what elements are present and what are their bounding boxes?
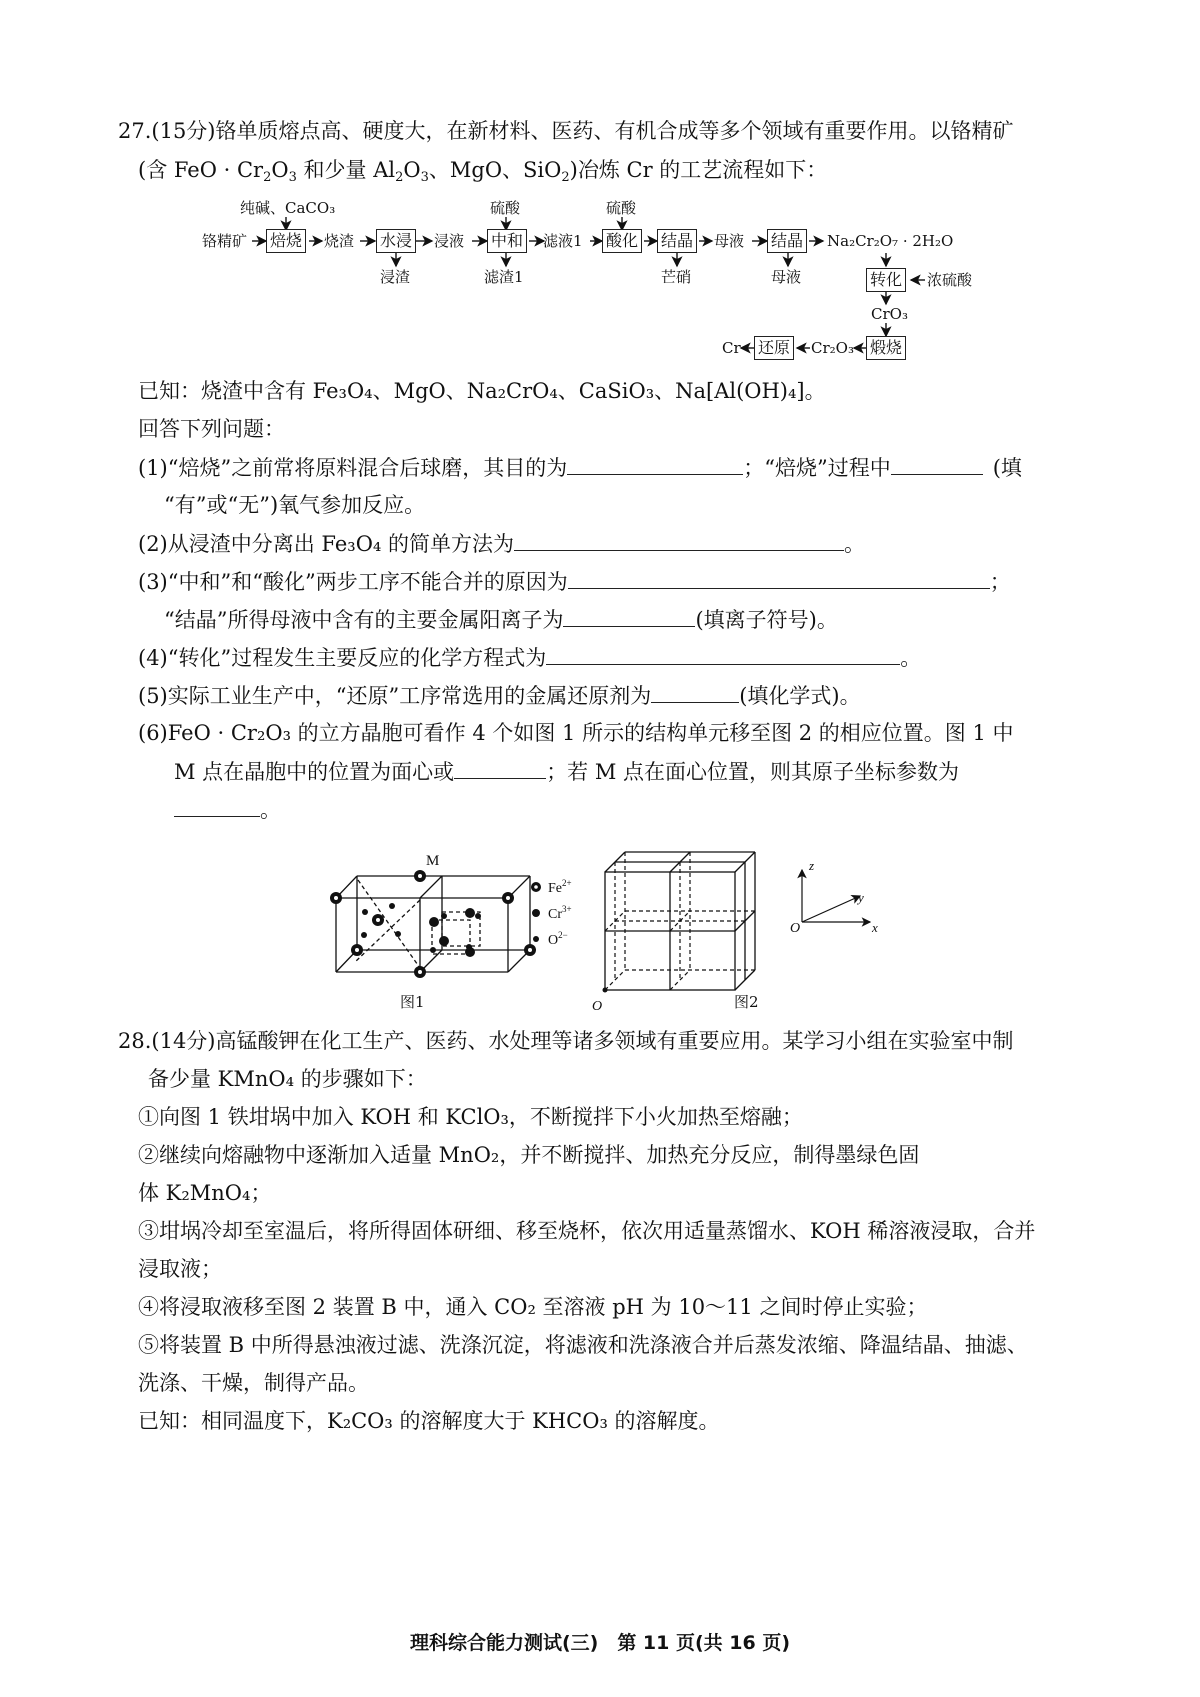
text-seg: 。: [900, 646, 922, 670]
flow-mother-liquor1: 母液: [714, 232, 745, 250]
text-seg: “结晶”所得母液中含有的主要金属阳离子为: [164, 608, 564, 632]
flow-conc-acid: 浓硫酸: [927, 271, 973, 289]
flow-box-neutralize: 中和: [487, 229, 527, 253]
svg-text:x: x: [872, 920, 878, 935]
legend-fe: $Fe^{2+}$: [548, 878, 572, 896]
flow-box-acidify: 酸化: [602, 229, 642, 253]
q28-step5-line2: 洗涤、干燥，制得产品。: [138, 1371, 369, 1395]
text-seg: (填化学式)。: [739, 684, 861, 708]
flow-start: 铬精矿: [202, 232, 248, 250]
answer-blank-2[interactable]: [514, 528, 844, 551]
text-seg: 、MgO、SiO: [428, 158, 562, 182]
legend-o: $O^{2-}$: [548, 930, 568, 948]
q28-step2-line1: ②继续向熔融物中逐渐加入适量 MnO₂，并不断搅拌、加热充分反应，制得墨绿色固: [138, 1143, 920, 1167]
q28-step3-line1: ③坩埚冷却至室温后，将所得固体研细、移至烧杯，依次用适量蒸馏水、KOH 稀溶液浸取，合并: [138, 1219, 1036, 1243]
q27-sub1-line2: “有”或“无”)氧气参加反应。: [164, 493, 426, 517]
q28-step2-line2: 体 K₂MnO₄；: [138, 1181, 272, 1205]
svg-text:O: O: [790, 921, 801, 936]
m-label: M: [426, 853, 440, 869]
answer-blank-6a[interactable]: [454, 756, 546, 779]
text-seg: 。: [260, 798, 281, 822]
answer-blank-1b[interactable]: [891, 452, 983, 475]
text-seg: ；: [989, 570, 1011, 594]
flow-cro3: CrO₃: [871, 305, 908, 323]
text-seg: O: [403, 158, 421, 182]
text-seg: ；“焙烧”过程中: [743, 456, 891, 480]
q27-header-line2: (含 FeO · $Cr_2O_3$ 和少量 $Al_2O_3$、MgO、SiO$_2$)冶炼 Cr 的工艺流程如下：: [138, 158, 828, 185]
q27-header: 27.(15分)铬单质熔点高、硬度大，在新材料、医药、有机合成等多个领域有重要作用。以铬精矿: [118, 119, 1014, 143]
q27-sub5: [138, 680, 861, 711]
text-seg: M 点在晶胞中的位置为面心或: [174, 760, 455, 784]
q27-sub2: [138, 528, 865, 559]
flow-neutralize-reagent: 硫酸: [490, 199, 521, 217]
page-footer: 理科综合能力测试(三) 第 11 页(共 16 页): [409, 1632, 791, 1654]
text-seg: (填离子符号)。: [695, 608, 838, 632]
q28-step1: ①向图 1 铁坩埚中加入 KOH 和 KClO₃，不断搅拌下小火加热至熔融；: [138, 1105, 803, 1129]
text-seg: (5)实际工业生产中，“还原”工序常选用的金属还原剂为: [138, 684, 652, 708]
flow-box-roast: 焙烧: [266, 229, 306, 253]
text-seg: )冶炼 Cr 的工艺流程如下：: [569, 158, 828, 182]
text-seg: O: [271, 158, 289, 182]
flow-box-calcine: 煅烧: [866, 336, 906, 360]
text-seg: (1)“焙烧”之前常将原料混合后球磨，其目的为: [138, 456, 568, 480]
q28-step5-line1: ⑤将装置 B 中所得悬浊液过滤、洗涤沉淀，将滤液和洗涤液合并后蒸发浓缩、降温结晶、抽滤、: [138, 1333, 1028, 1357]
flow-box-water-leach: 水浸: [376, 229, 416, 253]
fig2-origin: O: [592, 999, 603, 1014]
answer-blank-6b[interactable]: [174, 794, 260, 817]
text-seg: (2)从浸渣中分离出 Fe₃O₄ 的简单方法为: [138, 532, 514, 556]
flow-mother-liquor2: 母液: [771, 268, 802, 286]
q28-header: 28.(14分)高锰酸钾在化工生产、医药、水处理等诸多领域有重要应用。某学习小组在实验室中制: [118, 1029, 1014, 1053]
text-seg: ；若 M 点在面心位置，则其原子坐标参数为: [546, 760, 960, 784]
q27-sub6-line3: [174, 794, 281, 825]
legend-cr: $Cr^{3+}$: [548, 904, 572, 922]
flow-box-reduce: 还原: [754, 336, 794, 360]
q27-sub1-line1: [138, 452, 1022, 483]
svg-text:z: z: [809, 858, 815, 873]
flow-product: Na₂Cr₂O₇ · 2H₂O: [827, 232, 954, 250]
flow-leach-liquid: 浸液: [434, 232, 465, 250]
fig1-caption: 图1: [400, 993, 425, 1011]
svg-text:y: y: [858, 890, 864, 905]
flow-box-crystallize2: 结晶: [767, 229, 807, 253]
q27-sub6-line2: [174, 756, 959, 787]
fig2-caption: 图2: [734, 993, 759, 1011]
q27-sub4: [138, 642, 921, 673]
q28-known: 已知：相同温度下，K₂CO₃ 的溶解度大于 KHCO₃ 的溶解度。: [138, 1409, 720, 1433]
answer-blank-3b[interactable]: [563, 604, 695, 627]
text-seg: 。: [844, 532, 865, 556]
q27-sub6-line1: (6)FeO · Cr₂O₃ 的立方晶胞可看作 4 个如图 1 所示的结构单元移至图 2 的相应位置。图 1 中: [138, 721, 1014, 745]
flow-arrows: [0, 0, 1200, 400]
flow-filtrate1: 滤液1: [543, 232, 583, 250]
flow-leach-residue: 浸渣: [380, 268, 411, 286]
flow-slag: 烧渣: [324, 232, 355, 250]
q27-known: 已知：烧渣中含有 Fe₃O₄、MgO、Na₂CrO₄、CaSiO₃、Na[Al(OH)₄]。: [138, 379, 826, 403]
answer-blank-5[interactable]: [651, 680, 739, 703]
text-seg: (含 FeO · Cr: [138, 158, 264, 182]
flow-filter-residue1: 滤渣1: [484, 268, 524, 286]
q28-step4: ④将浸取液移至图 2 装置 B 中，通入 CO₂ 至溶液 pH 为 10～11 之间时停止实验；: [138, 1295, 928, 1319]
flow-cr2o3: Cr₂O₃: [811, 339, 854, 357]
flow-roast-reagent: 纯碱、CaCO₃: [240, 199, 336, 217]
q28-step3-line2: 浸取液；: [138, 1257, 222, 1281]
text-seg: (4)“转化”过程发生主要反应的化学方程式为: [138, 646, 547, 670]
q27-sub3-line2: [164, 604, 838, 635]
q27-sub3-line1: [138, 566, 1011, 597]
answer-blank-4[interactable]: [546, 642, 900, 665]
flow-cr: Cr: [722, 339, 741, 357]
text-seg: (填: [992, 456, 1022, 480]
flow-acidify-reagent: 硫酸: [606, 199, 637, 217]
answer-blank-1a[interactable]: [567, 452, 743, 475]
flow-box-convert: 转化: [866, 268, 906, 292]
answer-blank-3a[interactable]: [568, 566, 990, 589]
q27-answer-prompt: 回答下列问题：: [138, 417, 285, 441]
flow-mirabilite: 芒硝: [661, 268, 692, 286]
text-seg: (3)“中和”和“酸化”两步工序不能合并的原因为: [138, 570, 568, 594]
q28-header-line2: 备少量 KMnO₄ 的步骤如下：: [148, 1067, 427, 1091]
flow-box-crystallize1: 结晶: [657, 229, 697, 253]
text-seg: 和少量 Al: [296, 158, 396, 182]
